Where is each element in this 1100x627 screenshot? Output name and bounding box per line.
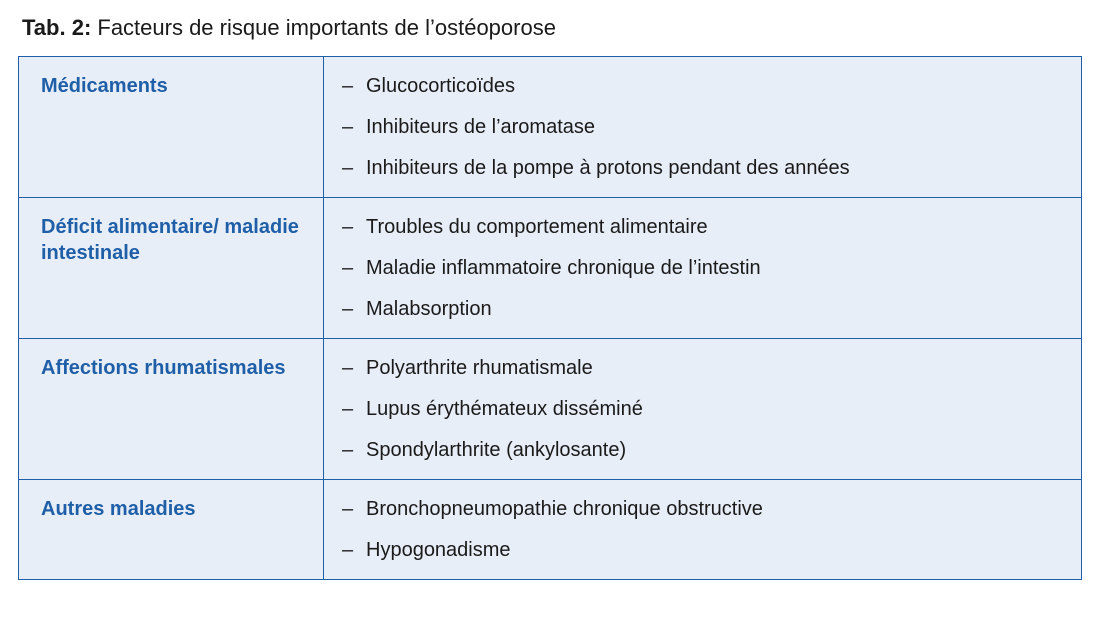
list-item	[342, 496, 1067, 522]
category-label: Médicaments	[41, 75, 168, 97]
table-row	[19, 339, 1081, 480]
list-item-label: Hypogonadisme	[366, 539, 511, 561]
dash-icon: –	[342, 157, 354, 179]
list-item	[342, 437, 1067, 463]
dash-icon: –	[342, 75, 354, 97]
table-row	[19, 198, 1081, 339]
table-cell-items	[324, 198, 1081, 338]
dash-icon: –	[342, 298, 354, 320]
category-label: Affections rhumatismales	[41, 357, 286, 379]
table-caption	[22, 14, 1082, 42]
list-item	[342, 73, 1067, 99]
list-item-label: Inhibiteurs de la pompe à protons pendant des années	[366, 157, 850, 179]
dash-icon: –	[342, 216, 354, 238]
list-item-label: Bronchopneumopathie chronique obstructive	[366, 498, 763, 520]
list-item	[342, 155, 1067, 181]
table-cell-category	[19, 57, 324, 197]
list-item	[342, 355, 1067, 381]
table-cell-items	[324, 339, 1081, 479]
list-item-label: Spondylarthrite (ankylosante)	[366, 439, 627, 461]
table-cell-items	[324, 57, 1081, 197]
table-row	[19, 480, 1081, 579]
table-cell-items	[324, 480, 1081, 579]
category-label: Autres maladies	[41, 498, 196, 520]
dash-icon: –	[342, 498, 354, 520]
dash-icon: –	[342, 398, 354, 420]
list-item-label: Polyarthrite rhumatismale	[366, 357, 593, 379]
table-cell-category	[19, 480, 324, 579]
list-item	[342, 537, 1067, 563]
risk-factors-table	[18, 56, 1082, 580]
list-item-label: Lupus érythémateux disséminé	[366, 398, 643, 420]
category-label: Déficit alimentaire/ maladie intestinale	[41, 216, 299, 264]
list-item	[342, 214, 1067, 240]
table-caption-label: Tab. 2:	[22, 15, 92, 40]
list-item-label: Glucocorticoïdes	[366, 75, 515, 97]
list-item-label: Inhibiteurs de l’aromatase	[366, 116, 596, 138]
list-item	[342, 255, 1067, 281]
dash-icon: –	[342, 257, 354, 279]
table-caption-text: Facteurs de risque importants de l’ostéoporose	[91, 15, 556, 40]
table-cell-category	[19, 339, 324, 479]
list-item-label: Malabsorption	[366, 298, 492, 320]
list-item	[342, 296, 1067, 322]
list-item-label: Maladie inflammatoire chronique de l’intestin	[366, 257, 761, 279]
list-item-label: Troubles du comportement alimentaire	[366, 216, 708, 238]
dash-icon: –	[342, 357, 354, 379]
dash-icon: –	[342, 539, 354, 561]
dash-icon: –	[342, 116, 354, 138]
dash-icon: –	[342, 439, 354, 461]
table-cell-category	[19, 198, 324, 338]
list-item	[342, 396, 1067, 422]
table-row	[19, 57, 1081, 198]
list-item	[342, 114, 1067, 140]
